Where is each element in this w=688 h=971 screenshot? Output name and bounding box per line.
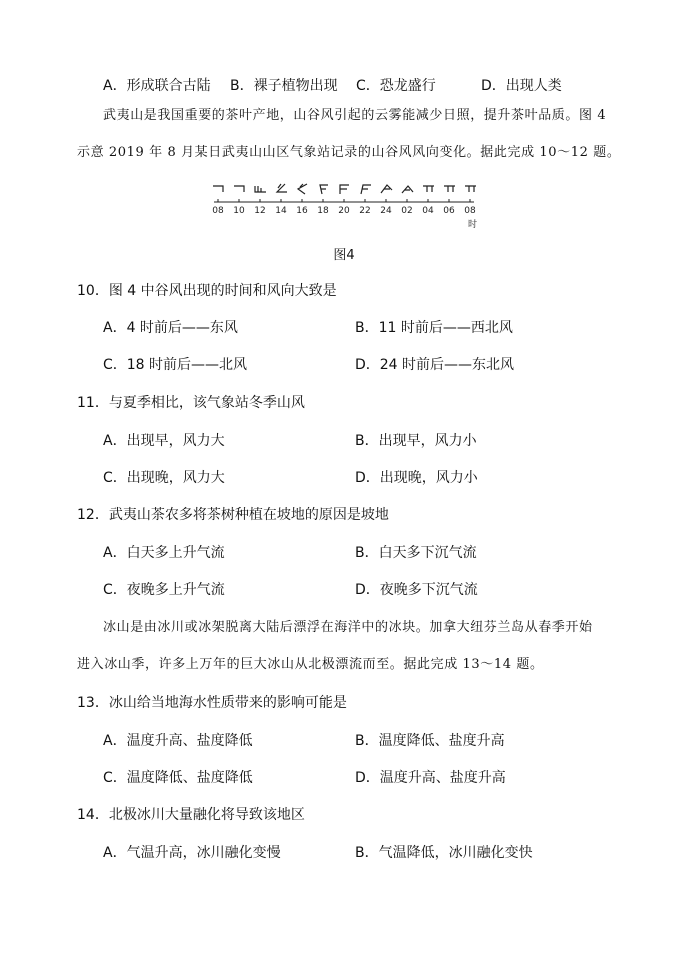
wind-direction-figure	[206, 172, 482, 228]
wind-barb	[361, 185, 371, 194]
figure-caption: 图4	[333, 248, 355, 263]
q9-option-d: D．出现人类	[481, 78, 562, 94]
tick-label: 20	[338, 206, 350, 216]
q13-option-a: A．温度升高、盐度降低	[103, 733, 253, 749]
q11-option-b: B．出现早，风力小	[355, 433, 477, 449]
wind-barb	[465, 186, 476, 192]
wind-barb	[234, 186, 244, 192]
tick-label: 04	[422, 206, 434, 216]
wind-barb	[213, 186, 223, 192]
q11-option-a: A．出现早，风力大	[103, 433, 225, 449]
q12-stem: 12．武夷山茶农多将茶树种植在坡地的原因是坡地	[77, 507, 389, 523]
tick-label: 06	[443, 206, 455, 216]
q12-option-b: B．白天多下沉气流	[355, 545, 477, 561]
q9-option-b: B．裸子植物出现	[230, 78, 338, 94]
axis-unit: 时	[468, 220, 478, 228]
wind-barb	[298, 184, 307, 194]
q12-option-a: A．白天多上升气流	[103, 545, 225, 561]
tick-label: 14	[275, 206, 287, 216]
q14-option-a: A．气温升高，冰川融化变慢	[103, 845, 281, 861]
tick-labels	[212, 206, 476, 216]
q11-stem: 11．与夏季相比，该气象站冬季山风	[77, 395, 305, 411]
passage1-line1: 武夷山是我国重要的茶叶产地，山谷风引起的云雾能减少日照，提升茶叶品质。图 4	[103, 108, 607, 123]
q13-option-d: D．温度升高、盐度升高	[355, 770, 506, 786]
q9-option-c: C．恐龙盛行	[356, 78, 436, 94]
wind-barbs	[213, 184, 476, 194]
tick-label: 08	[212, 206, 224, 216]
wind-barb	[381, 185, 392, 193]
q9-option-a: A．形成联合古陆	[103, 78, 211, 94]
wind-barb	[340, 185, 349, 194]
q10-stem: 10．图 4 中谷风出现的时间和风向大致是	[77, 283, 337, 299]
q13-stem: 13．冰山给当地海水性质带来的影响可能是	[77, 695, 347, 711]
tick-label: 10	[233, 206, 245, 216]
q14-stem: 14．北极冰川大量融化将导致该地区	[77, 807, 305, 823]
tick-label: 08	[464, 206, 476, 216]
wind-barb	[402, 186, 413, 193]
q10-option-c: C．18 时前后——北风	[103, 357, 248, 373]
wind-barb	[320, 185, 328, 194]
q12-option-c: C．夜晚多上升气流	[103, 582, 225, 598]
wind-barb	[255, 186, 266, 192]
passage2-line1: 冰山是由冰川或冰架脱离大陆后漂浮在海洋中的冰块。加拿大纽芬兰岛从春季开始	[103, 620, 593, 635]
q13-option-c: C．温度降低、盐度降低	[103, 770, 253, 786]
wind-barb	[277, 184, 287, 192]
wind-barb	[423, 186, 434, 192]
q11-option-c: C．出现晚，风力大	[103, 470, 225, 486]
q10-option-d: D．24 时前后——东北风	[355, 357, 515, 373]
passage1-line2: 示意 2019 年 8 月某日武夷山山区气象站记录的山谷风风向变化。据此完成 10～12 题。	[77, 145, 621, 160]
q13-option-b: B．温度降低、盐度升高	[355, 733, 505, 749]
tick-label: 22	[359, 206, 371, 216]
q14-option-b: B．气温降低，冰川融化变快	[355, 845, 533, 861]
tick-label: 12	[254, 206, 266, 216]
tick-label: 02	[401, 206, 413, 216]
q10-option-b: B．11 时前后——西北风	[355, 320, 513, 336]
q12-option-d: D．夜晚多下沉气流	[355, 582, 478, 598]
q11-option-d: D．出现晚，风力小	[355, 470, 478, 486]
tick-label: 24	[380, 206, 392, 216]
wind-barb	[444, 186, 455, 192]
q10-option-a: A．4 时前后——东风	[103, 320, 238, 336]
tick-label: 18	[317, 206, 329, 216]
passage2-line2: 进入冰山季，许多上万年的巨大冰山从北极漂流而至。据此完成 13～14 题。	[77, 657, 544, 672]
tick-label: 16	[296, 206, 308, 216]
